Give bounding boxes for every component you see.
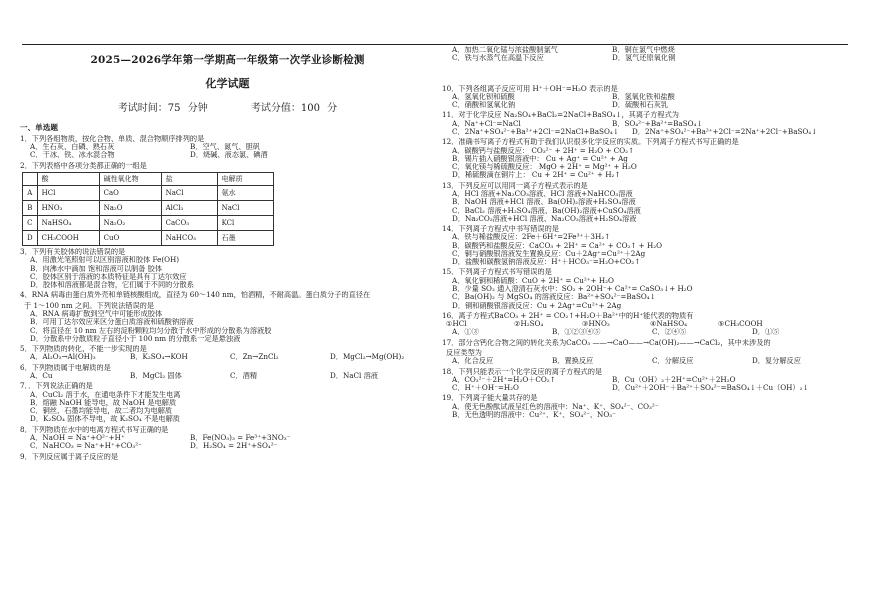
- table-header-row: [23, 173, 274, 186]
- exam-time: 考试时间：75 分钟: [117, 102, 208, 114]
- question-1: 1．下列各组物质，按化合物、单质、混合物顺序排列的是: [20, 134, 205, 143]
- option: D．NaCl 溶液: [330, 371, 378, 380]
- question-8-options: [30, 434, 435, 442]
- table-cell: CaCO₃: [161, 216, 217, 231]
- right-column: [442, 44, 857, 610]
- question-9-options: [452, 54, 857, 62]
- left-column: [20, 48, 435, 608]
- exam-subtitle: 化学试题: [205, 77, 250, 91]
- table-cell: NaCl: [161, 186, 217, 201]
- option: D．Na₂CO₃溶液+HCl 溶液、Na₂CO₃溶液+H₂SO₄溶液: [452, 214, 637, 223]
- table-cell: NaHSO₄: [37, 216, 99, 231]
- question-11: 11．对于化学反应 Na₂SO₄+BaCl₂=2NaCl+BaSO₄↓，其离子方程式为: [442, 111, 679, 120]
- option: D．K₂SO₄ 固体不导电，故 K₂SO₄ 不是电解质: [30, 415, 180, 424]
- table-cell: Na₂O₂: [99, 216, 161, 231]
- question-18-options: [452, 384, 857, 392]
- option: C．硝酸和氢氧化钠: [452, 101, 516, 110]
- option: B．SO₄²⁻+Ba²⁺=BaSO₄↓: [612, 119, 703, 128]
- exam-score: 考试分值：100 分: [250, 102, 338, 114]
- option: B．无色透明的溶液中：Cu²⁺、K⁺、SO₄²⁻、NO₃⁻: [452, 410, 616, 419]
- option: D．氢气还原氧化铜: [612, 54, 676, 63]
- option: A．HCl 溶液+Na₂CO₃溶液、HCl 溶液+NaHCO₃溶液: [452, 189, 633, 198]
- question-10-options: [452, 101, 857, 109]
- table-cell: NaCl: [217, 201, 273, 216]
- table-cell: 氨水: [217, 186, 273, 201]
- option: A．CuCl₂ 溶于水，在通电条件下才能发生电离: [30, 390, 181, 399]
- question-9-options: [452, 46, 857, 54]
- table-cell: D: [23, 231, 38, 246]
- question-10: 10．下列各组离子反应可用 H⁺＋OH⁻=H₂O 表示的是: [442, 84, 618, 93]
- table-row: [23, 231, 274, 246]
- question-5-options: [30, 353, 435, 361]
- exam-title: 2025—2026学年第一学期高一年级第一次学业诊断检测: [90, 54, 365, 66]
- option: B．锡片插入硝酸银溶液中： Cu + Ag⁺ = Cu²⁺ + Ag: [452, 154, 628, 163]
- option: D．Cu²⁺＋2OH⁻＋Ba²⁺＋SO₄²⁻=BaSO₄↓＋Cu（OH）₂↓: [612, 384, 809, 393]
- table-row: [23, 186, 274, 201]
- option: C．H⁺＋OH⁻=H₂O: [452, 384, 519, 393]
- option: A．NaOH = Na⁺+O²⁻+H⁺: [30, 433, 125, 442]
- option: C．胶体区别于溶液的本质特征是具有丁达尔效应: [30, 272, 187, 281]
- question-4: 4．RNA 病毒由蛋白质外壳和单链核酸组成，直径为 60～140 nm，怕酒精，不耐高温。蛋白质分子的直径在: [20, 291, 371, 300]
- option: D．盐酸和碳酸氢钠溶液反应：H⁺＋HCO₃⁻=H₂O+CO₂↑: [452, 258, 641, 267]
- option: D．分散系中分散质粒子直径小于 100 nm 的分散系一定是悬浊液: [30, 334, 241, 343]
- table-cell: KCl: [217, 216, 273, 231]
- option: C．Ba(OH)₂ 与 MgSO₄ 的溶液反应：Ba²⁺+SO₄²⁻=BaSO₄↓: [452, 293, 656, 302]
- question-10-options: [452, 93, 857, 101]
- list-item: ③HNO₃: [582, 319, 610, 329]
- question-18: 18．下列只能表示一个化学反应的离子方程式的是: [442, 367, 603, 376]
- option: C．铜与硝酸银溶液发生置换反应：Cu＋2Ag⁺=Cu²⁺＋2Ag: [452, 249, 646, 258]
- option: B．熔融 NaOH 能导电，故 NaOH 是电解质: [30, 398, 177, 407]
- option: B．向沸水中滴加 饱和溶液可以制备 胶体: [30, 264, 163, 273]
- table-cell: B: [23, 201, 38, 216]
- question-4-cont: 于 1～100 nm 之间。下列说法错误的是: [24, 301, 155, 310]
- option: A．氧化铜和稀硫酸：CuO + 2H⁺ = Cu²⁺+ H₂O: [452, 276, 614, 285]
- question-6-options: [30, 372, 435, 380]
- table-cell: A: [23, 186, 38, 201]
- list-item: ②H₂SO₄: [514, 319, 544, 329]
- list-item: ①HCl: [446, 319, 467, 329]
- question-16-items: [446, 320, 857, 328]
- question-16-options: [452, 328, 857, 336]
- question-1-options: [30, 151, 435, 159]
- table-cell: CuO: [99, 231, 161, 246]
- option: D．胶体和溶液都是混合物，它们属于不同的分散系: [30, 281, 194, 290]
- option: B．MgCl₂ 固体: [130, 371, 182, 380]
- option: D．稀硫酸滴在铜片上： Cu + 2H⁺ = Cu²⁺ + H₂↑: [452, 171, 621, 180]
- table-header-cell: 碱性氧化物: [99, 173, 161, 186]
- option: C．Zn→ZnCl₂: [230, 353, 279, 362]
- table-cell: NaHCO₃: [161, 231, 217, 246]
- option: B．碳酸钙和盐酸反应：CaCO₃ + 2H⁺ = Ca²⁺ + CO₂↑ + H₂O: [452, 241, 663, 250]
- option: C．氧化镁与稀硫酸反应： MgO + 2H⁺ = Mg²⁺ + H₂O: [452, 163, 637, 172]
- list-item: ⑤CH₃COOH: [718, 319, 763, 329]
- table-header-cell: [23, 173, 38, 186]
- option: C．分解反应: [652, 357, 694, 366]
- table-cell: HNO₃: [37, 201, 99, 216]
- table-cell: CaO: [99, 186, 161, 201]
- option: A．Na⁺+Cl⁻=NaCl: [452, 119, 521, 128]
- option: A．Al₂O₃→Al(OH)₃: [30, 353, 96, 362]
- option: A．CO₃²⁻＋2H⁺=H₂O＋CO₂↑: [452, 375, 556, 384]
- option: D．铜和硝酸银溶液反应：Cu + 2Ag⁺=Cu²⁺+ 2Ag: [452, 301, 622, 310]
- option: C．2Na⁺+SO₄²⁻+Ba²⁺+2Cl⁻=2NaCl+BaSO₄↓: [452, 127, 619, 136]
- option: C．②④⑤: [652, 328, 687, 337]
- question-16: 16．离子方程式BaCO₃ + 2H⁺ = CO₂↑+H₂O＋Ba²⁺中的H⁺能代表的物质有: [442, 311, 694, 320]
- question-8: 8．下列物质在水中的电离方程式书写正确的是: [20, 425, 169, 434]
- question-13: 13．下列反应可以用同一离子方程式表示的是: [442, 181, 588, 190]
- option: B．Cu（OH）₂＋2H⁺=Cu²⁺＋2H₂O: [612, 375, 736, 384]
- question-15: 15．下列离子方程式书写错误的是: [442, 268, 552, 277]
- option: D．烧碱、液态氯、碘酒: [190, 151, 268, 160]
- question-18-options: [452, 376, 857, 384]
- option: C．BaCl₂ 溶液+H₂SO₄溶液、Ba(OH)₂溶液+CuSO₄溶液: [452, 206, 641, 215]
- question-17-cont: 反应类型为: [446, 349, 482, 357]
- question-9: 9．下列反应属于离子反应的是: [20, 452, 119, 461]
- option: D．硫酸和石灰乳: [612, 101, 669, 110]
- table-row: [23, 201, 274, 216]
- question-11-options: [452, 120, 857, 128]
- option: D．复分解反应: [752, 357, 801, 366]
- table-header-cell: 盐: [161, 173, 217, 186]
- question-5: 5．下列物质的转化，不能一步实现的是: [20, 345, 147, 354]
- option: D．MgCl₂→Mg(OH)₂: [330, 353, 405, 362]
- question-19: 19．下列离子能大量共存的是: [442, 394, 538, 403]
- table-cell: Na₂O: [99, 201, 161, 216]
- option: B．少量 SO₂ 通入澄清石灰水中：SO₂ + 2OH⁻+ Ca²⁺= CaSO₃↓+ H₂O: [452, 285, 693, 294]
- option: A．使无色酚酞试液呈红色的溶液中：Na⁺、K⁺、SO₄²⁻、CO₃²⁻: [452, 402, 659, 411]
- question-1-options: [30, 143, 435, 151]
- option: B．氢氧化铁和盐酸: [612, 92, 675, 101]
- question-2: 2．下列表格中各项分类都正确的一组是: [20, 161, 147, 170]
- option: C．铜丝、石墨均能导电，故二者均为电解质: [30, 407, 173, 416]
- table-header-cell: 电解质: [217, 173, 273, 186]
- table-row: [23, 216, 274, 231]
- option: A．生石灰、白磷、熟石灰: [30, 143, 115, 152]
- option: D．①⑤: [752, 328, 780, 337]
- exam-info: [20, 103, 435, 115]
- table-cell: CH₃COOH: [37, 231, 99, 246]
- question-6: 6．下列物质属于电解质的是: [20, 363, 111, 372]
- question-14: 14．下列离子方程式中书写错误的是: [442, 225, 559, 234]
- option: B．置换反应: [552, 357, 594, 366]
- option: C．将直径在 10 nm 左右的淀粉颗粒均匀分散于水中形成的分散系为溶液胶: [30, 326, 272, 335]
- option: A．化合反应: [452, 357, 494, 366]
- option: A．Cu: [30, 371, 53, 380]
- table-header-cell: 酸: [37, 173, 99, 186]
- option: C．NaHCO₃ = Na⁺+H⁺+CO₃²⁻: [30, 442, 142, 451]
- list-item: ④NaHSO₄: [650, 319, 687, 329]
- table-cell: HCl: [37, 186, 99, 201]
- option: C．酒精: [230, 371, 258, 380]
- option: B．可用丁达尔效应来区分蛋白质溶液和硫酸钠溶液: [30, 318, 194, 327]
- table-cell: 石墨: [217, 231, 273, 246]
- question-17-options: [452, 357, 857, 365]
- section-label: 一、单选题: [20, 123, 58, 133]
- option: A．加热二氧化锰与浓盐酸制氯气: [452, 46, 558, 54]
- table-cell: AlCl₃: [161, 201, 217, 216]
- option: C．铁与水蒸气在高温下反应: [452, 54, 544, 63]
- question-8-options: [30, 442, 435, 450]
- option: B．NaOH 溶液+HCl 溶液、Ba(OH)₂溶液+H₂SO₄溶液: [452, 198, 636, 207]
- option: A．①③: [452, 328, 479, 337]
- question-3: 3．下列有关胶体的说法错误的是: [20, 248, 126, 257]
- option: B．铜在氯气中燃烧: [612, 46, 675, 54]
- option: A．铁与稀盐酸反应：2Fe＋6H⁺=2Fe³⁺＋3H₂↑: [452, 233, 611, 242]
- question-11-options: [452, 128, 857, 136]
- question-7: 7．．下列说法正确的是: [20, 382, 93, 391]
- option: A．用激光笔照射可以区别溶液和胶体 Fe(OH): [30, 256, 180, 265]
- option: B．K₂SO₄→KOH: [130, 353, 188, 362]
- option: D．H₂SO₄ = 2H⁺+SO₄²⁻: [190, 442, 278, 451]
- option: A．RNA 病毒扩散到空气中可能形成胶体: [30, 310, 163, 319]
- option: A．碳酸钙与盐酸反应： CO₃²⁻ + 2H⁺ = H₂O + CO₂↑: [452, 146, 635, 155]
- option: B．①②③④⑤: [552, 328, 601, 337]
- question-12: 12．准确书写离子方程式有助于我们认识很多化学反应的实质。下列离子方程式书写正确的是: [442, 138, 739, 147]
- option: B．Fe(NO₃)₃ = Fe³⁺+3NO₃⁻: [190, 433, 291, 442]
- option: C．干冰、铁、冰水混合物: [30, 151, 115, 160]
- classification-table: [22, 172, 274, 246]
- option: D．2Na⁺+SO₄²⁻+Ba²⁺+2Cl⁻=2Na⁺+2Cl⁻+BaSO₄↓: [632, 127, 818, 136]
- question-17: 17．部分含钙化合物之间的转化关系为CaCO₃ ——→CaO——→Ca(OH)₂——→CaCl₂，其中未涉及的: [442, 338, 771, 347]
- table-cell: C: [23, 216, 38, 231]
- option: B．空气、氮气、胆矾: [190, 143, 260, 152]
- option: A．氢氧化钡和硫酸: [452, 92, 515, 101]
